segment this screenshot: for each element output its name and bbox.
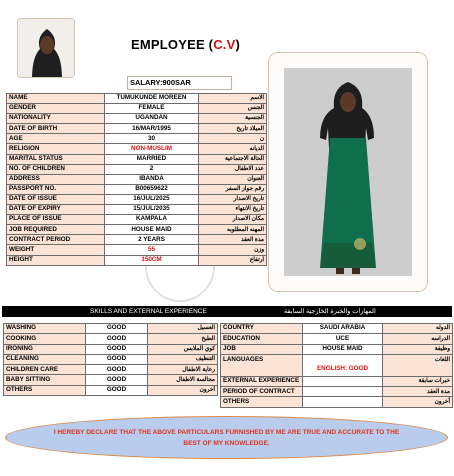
skill-label: WASHING — [4, 324, 86, 334]
row-label: JOB REQUIRED — [7, 225, 105, 235]
row-arabic-label: عدد الاطفال — [199, 164, 267, 174]
row-label: GENDER — [7, 104, 105, 114]
row-arabic-label: تاريخ الانتهاء — [199, 205, 267, 215]
row-arabic-label: مدة العقد — [199, 235, 267, 245]
row-arabic-label: مكان الاصدار — [199, 215, 267, 225]
languages-value: ENGLISH: GOOD — [303, 354, 383, 376]
others-value — [303, 397, 383, 407]
country-label: COUNTRY — [221, 324, 303, 334]
row-label: AGE — [7, 134, 105, 144]
skill-arabic-label: أخرون — [148, 385, 218, 395]
row-label: WEIGHT — [7, 245, 105, 255]
declaration-text: I HEREBY DECLARE THAT THE ABOVE PARTICULARS FURNISHED BY ME ARE TRUE AND ACCURATE TO THE BEST OF MY KNOWLEDGE. — [53, 429, 400, 447]
skill-value: GOOD — [86, 344, 148, 354]
table-row — [221, 387, 453, 397]
row-arabic-label: المهنه المطلوبه — [199, 225, 267, 235]
person-full-body-icon — [284, 68, 412, 276]
document-title: EMPLOYEE (C.V) — [131, 37, 240, 52]
table-row — [7, 144, 267, 154]
row-label: DATE OF EXPIRY — [7, 205, 105, 215]
skills-table — [3, 323, 218, 396]
row-value: FEMALE — [105, 104, 199, 114]
country-value: SAUDI ARABIA — [303, 324, 383, 334]
skills-section-header — [2, 306, 452, 317]
person-headshot-icon — [18, 19, 75, 78]
table-row — [221, 354, 453, 376]
row-arabic-label: الميلاد تاريخ — [199, 124, 267, 134]
row-arabic-label: وزن — [199, 245, 267, 255]
row-arabic-label: ن — [199, 134, 267, 144]
row-label: ADDRESS — [7, 174, 105, 184]
row-value: MARRIED — [105, 154, 199, 164]
skill-arabic-label: التنظيف — [148, 354, 218, 364]
row-value: 55 — [105, 245, 199, 255]
row-label: HEIGHT — [7, 255, 105, 265]
languages-label: LANGUAGES — [221, 354, 303, 376]
table-row — [7, 194, 267, 204]
row-arabic-label: الديانه — [199, 144, 267, 154]
row-label: NATIONALITY — [7, 114, 105, 124]
table-row — [7, 104, 267, 114]
table-row — [4, 385, 218, 395]
table-row — [7, 154, 267, 164]
others-label: OTHERS — [221, 397, 303, 407]
table-row — [7, 235, 267, 245]
skill-label: BABY SITTING — [4, 375, 86, 385]
row-value: 150CM — [105, 255, 199, 265]
skill-arabic-label: مجالسة الاطفال — [148, 375, 218, 385]
row-value: 16/JUL/2025 — [105, 194, 199, 204]
row-arabic-label: رقم جواز السفر — [199, 184, 267, 194]
skill-label: CLEANING — [4, 354, 86, 364]
job-info-table — [220, 323, 453, 408]
row-arabic-label: الجنس — [199, 104, 267, 114]
row-value: 15/JUL/2035 — [105, 205, 199, 215]
skill-label: IRONING — [4, 344, 86, 354]
skill-value: GOOD — [86, 354, 148, 364]
skill-label: OTHERS — [4, 385, 86, 395]
table-row — [7, 174, 267, 184]
education-value: UCE — [303, 334, 383, 344]
skill-value: GOOD — [86, 365, 148, 375]
education-arabic-label: الدراسه — [383, 334, 453, 344]
others-arabic-label: أخرون — [383, 397, 453, 407]
job-arabic-label: وظيفة — [383, 344, 453, 354]
row-label: DATE OF ISSUE — [7, 194, 105, 204]
row-value: NON-MUSLIM — [105, 144, 199, 154]
table-row — [7, 164, 267, 174]
table-row — [7, 245, 267, 255]
skill-label: CHILDREN CARE — [4, 365, 86, 375]
row-arabic-label: ارتفاع — [199, 255, 267, 265]
row-value: 2 — [105, 164, 199, 174]
row-value: UGANDAN — [105, 114, 199, 124]
row-arabic-label: الحالة الاجتماعية — [199, 154, 267, 164]
external-experience-arabic-label: خبرات سابقة — [383, 376, 453, 386]
row-value: TUMUKUNDE MOREEN — [105, 94, 199, 104]
row-arabic-label: الجنسية — [199, 114, 267, 124]
skill-value: GOOD — [86, 385, 148, 395]
row-label: DATE OF BIRTH — [7, 124, 105, 134]
skill-value: GOOD — [86, 375, 148, 385]
declaration-banner — [5, 416, 448, 459]
salary-field: SALARY:900SAR — [127, 76, 232, 90]
table-row — [4, 375, 218, 385]
job-value: HOUSE MAID — [303, 344, 383, 354]
table-row — [7, 94, 267, 104]
row-arabic-label: العنوان — [199, 174, 267, 184]
row-value: IBANDA — [105, 174, 199, 184]
table-row — [4, 354, 218, 364]
table-row — [7, 225, 267, 235]
table-row — [4, 334, 218, 344]
table-row — [7, 255, 267, 265]
row-label: CONTRACT PERIOD — [7, 235, 105, 245]
table-row — [7, 215, 267, 225]
table-row — [221, 397, 453, 407]
table-row — [221, 334, 453, 344]
skill-arabic-label: كوي الملابس — [148, 344, 218, 354]
skill-arabic-label: الغسيل — [148, 324, 218, 334]
table-row — [7, 134, 267, 144]
row-arabic-label: الاسم — [199, 94, 267, 104]
row-arabic-label: تاريخ الاصدار — [199, 194, 267, 204]
table-row — [221, 376, 453, 386]
row-value: B00659622 — [105, 184, 199, 194]
row-label: RELIGION — [7, 144, 105, 154]
languages-arabic-label: اللغات — [383, 354, 453, 376]
period-of-contract-label: PERIOD OF CONTRACT — [221, 387, 303, 397]
external-experience-value — [303, 376, 383, 386]
skills-header-english: SKILLS AND EXTERNAL EXPERIENCE — [90, 308, 207, 315]
skill-label: COOKING — [4, 334, 86, 344]
education-label: EDUCATION — [221, 334, 303, 344]
full-body-photo — [268, 52, 428, 292]
skill-arabic-label: رعاية الاطفال — [148, 365, 218, 375]
table-row — [221, 324, 453, 334]
table-row — [7, 205, 267, 215]
row-label: NO. OF CHILDREN — [7, 164, 105, 174]
row-label: PASSPORT NO. — [7, 184, 105, 194]
table-row — [4, 324, 218, 334]
row-value: 30 — [105, 134, 199, 144]
table-row — [4, 365, 218, 375]
row-value: 2 YEARS — [105, 235, 199, 245]
period-of-contract-value — [303, 387, 383, 397]
job-label: JOB — [221, 344, 303, 354]
table-row — [7, 124, 267, 134]
passport-photo — [17, 18, 75, 78]
row-label: MARITAL STATUS — [7, 154, 105, 164]
personal-details-table — [6, 93, 267, 266]
period-of-contract-arabic-label: مدة العقد — [383, 387, 453, 397]
row-value: HOUSE MAID — [105, 225, 199, 235]
external-experience-label: EXTERNAL EXPERIENCE — [221, 376, 303, 386]
country-arabic-label: الدوله — [383, 324, 453, 334]
row-value: 16/MAR/1995 — [105, 124, 199, 134]
row-label: PLACE OF ISSUE — [7, 215, 105, 225]
row-label: NAME — [7, 94, 105, 104]
table-row — [4, 344, 218, 354]
table-row — [7, 184, 267, 194]
skill-value: GOOD — [86, 324, 148, 334]
table-row — [7, 114, 267, 124]
table-row — [221, 344, 453, 354]
row-value: KAMPALA — [105, 215, 199, 225]
skills-header-arabic: المهارات والخبرة الخارجية السابقة — [284, 308, 376, 315]
skill-value: GOOD — [86, 334, 148, 344]
skill-arabic-label: الطبخ — [148, 334, 218, 344]
